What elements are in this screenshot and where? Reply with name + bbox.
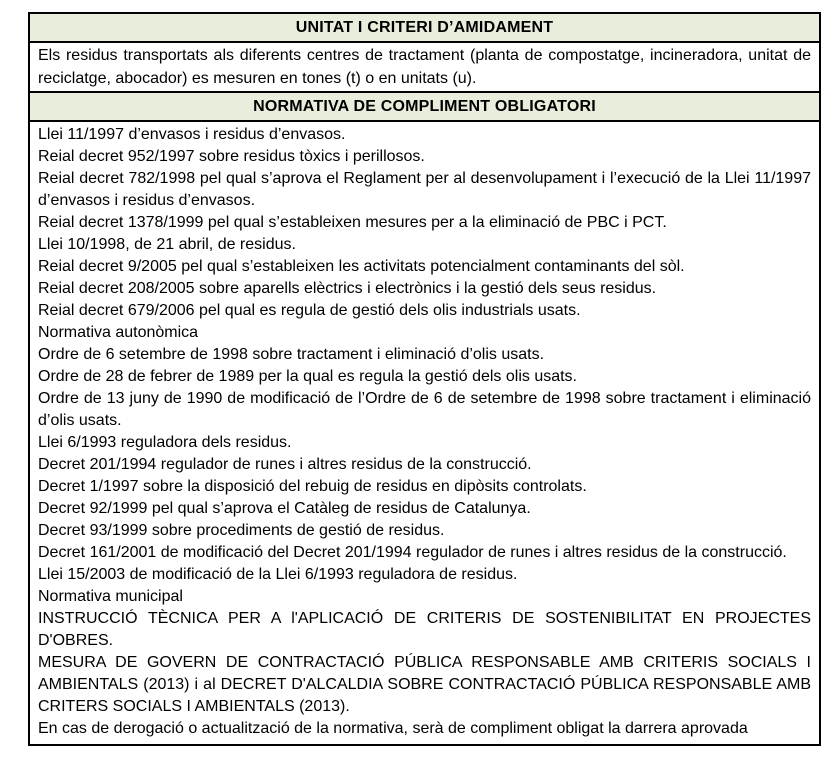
normativa-item: Llei 15/2003 de modificació de la Llei 6/1993 reguladora de residus. xyxy=(38,566,518,583)
normativa-item: Normativa municipal xyxy=(38,588,183,605)
normativa-item: Ordre de 13 juny de 1990 de modificació de l’Ordre de 6 de setembre de 1998 sobre tractament i eliminació d’olis usats. xyxy=(38,390,811,429)
normativa-item: Llei 6/1993 reguladora dels residus. xyxy=(38,434,292,451)
normativa-item: Reial decret 1378/1999 pel qual s’estableixen mesures per a la eliminació de PBC i PCT. xyxy=(38,214,667,231)
normativa-item: Reial decret 679/2006 pel qual es regula de gestió dels olis industrials usats. xyxy=(38,302,581,319)
amidament-description: Els residus transportats als diferents centres de tractament (planta de compostatge, incineradora, unitat de reciclatge, abocador) es mesuren en tones (t) o en unitats (u). xyxy=(30,43,819,93)
normativa-item: Decret 201/1994 regulador de runes i altres residus de la construcció. xyxy=(38,456,532,473)
normativa-item: MESURA DE GOVERN DE CONTRACTACIÓ PÚBLICA RESPONSABLE AMB CRITERIS SOCIALS I AMBIENTALS (2013) i al DECRET D'ALCALDIA SOBRE CONTRACTACIÓ PÚBLICA RESPONSABLE AMB CRITERS SOCIALS I AMBIENTALS (2013). xyxy=(38,654,811,715)
amidament-normativa-table xyxy=(28,12,821,746)
normativa-item: Reial decret 208/2005 sobre aparells elèctrics i electrònics i la gestió dels seus residus. xyxy=(38,280,657,297)
section-header-unitat-criteri-amidament: UNITAT I CRITERI D’AMIDAMENT xyxy=(30,14,819,43)
normativa-item: Ordre de 6 setembre de 1998 sobre tractament i eliminació d’olis usats. xyxy=(38,346,545,363)
normativa-list xyxy=(30,122,819,744)
section-header-normativa-obligatoria: NORMATIVA DE COMPLIMENT OBLIGATORI xyxy=(30,93,819,122)
normativa-item: Decret 92/1999 pel qual s’aprova el Catàleg de residus de Catalunya. xyxy=(38,500,531,517)
normativa-item: Decret 93/1999 sobre procediments de gestió de residus. xyxy=(38,522,445,539)
normativa-item: Normativa autonòmica xyxy=(38,324,199,341)
normativa-item: INSTRUCCIÓ TÈCNICA PER A l'APLICACIÓ DE CRITERIS DE SOSTENIBILITAT EN PROJECTES D'OBRES. xyxy=(38,610,811,649)
normativa-item: Decret 161/2001 de modificació del Decret 201/1994 regulador de runes i altres residus de la construcció. xyxy=(38,544,787,561)
normativa-item: Reial decret 952/1997 sobre residus tòxics i perillosos. xyxy=(38,148,425,165)
normativa-item: Llei 11/1997 d’envasos i residus d’envasos. xyxy=(38,126,346,143)
normativa-item: Decret 1/1997 sobre la disposició del rebuig de residus en dipòsits controlats. xyxy=(38,478,587,495)
normativa-item: Reial decret 782/1998 pel qual s’aprova el Reglament per al desenvolupament i l’execució de la Llei 11/1997 d’envasos i residus d’envasos. xyxy=(38,170,811,209)
normativa-item: En cas de derogació o actualització de la normativa, serà de compliment obligat la darrera aprovada xyxy=(38,720,748,737)
normativa-item: Llei 10/1998, de 21 abril, de residus. xyxy=(38,236,296,253)
normativa-item: Reial decret 9/2005 pel qual s’estableixen les activitats potencialment contaminants del sòl. xyxy=(38,258,685,275)
normativa-item: Ordre de 28 de febrer de 1989 per la qual es regula la gestió dels olis usats. xyxy=(38,368,577,385)
